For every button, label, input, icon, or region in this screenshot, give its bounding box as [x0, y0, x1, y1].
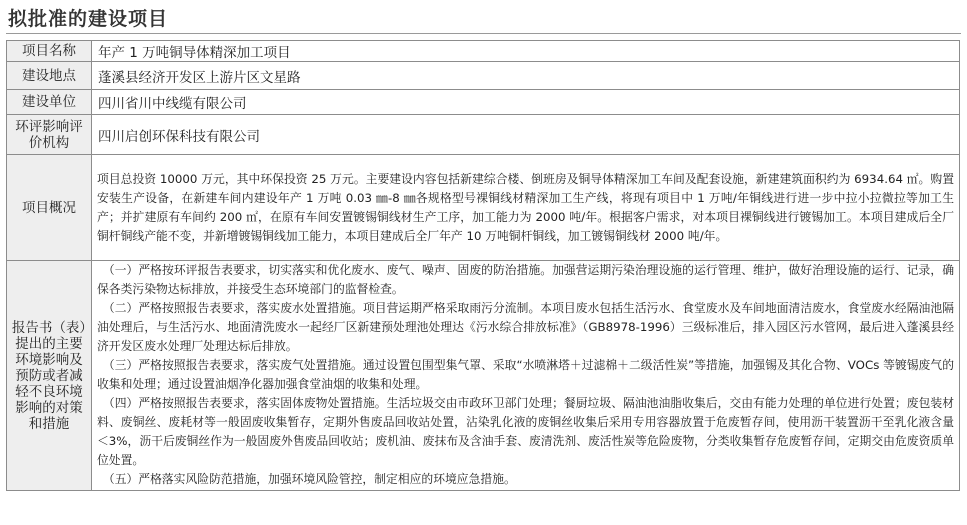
overview-value: 项目总投资 10000 万元，其中环保投资 25 万元。主要建设内容包括新建综合楼、倒班房及铜导体精深加工车间及配套设施，新建建筑面积约为 6934.64 ㎡。购置安装生产设备，在新建车间内建设年产 1 万吨 0.03 ㎜-8 ㎜各规格型号裸铜线材精深加工生产线，将现有项目中 1 万吨/年铜线进行进一步中拉小拉微拉等加工生产；并扩建原有车间约 200 ㎡，在原有车间安置镀锡铜线材生产工序，加工能力为 2000 吨/年。根据客户需求，对本项目裸铜线进行镀锡加工。本项目建成后全厂铜杆铜线产能不变，并新增镀锡铜线加工能力，本项目建成后全厂年产 10 万吨铜杆铜线，加工镀锡铜线材 2000 吨/年。 [92, 155, 960, 261]
page-title: 拟批准的建设项目 [8, 8, 169, 30]
builder-label: 建设单位 [7, 90, 92, 115]
eia-agency-value: 四川启创环保科技有限公司 [92, 115, 960, 155]
project-table [6, 40, 960, 491]
measure-item-4: （四）严格按照报告表要求，落实固体废物处置措施。生活垃圾交由市政环卫部门处理；餐厨垃圾、隔油池油脂收集后，交由有能力处理的单位进行处置；废包装材料、废铜丝、废耗材等一般固废收集暂存，定期外售废品回收站处置，沾染乳化液的废铜丝收集后采用专用容器放置于危废暂存间，使用沥干装置沥干至乳化液含量＜3%，沥干后废铜丝作为一般固废外售废品回收站；废机油、废抹布及含油手套、废清洗剂、废活性炭等危险废物，分类收集暂存危废暂存间，定期交由危废资质单位处置。 [97, 396, 954, 467]
table-row-eia-agency [7, 115, 960, 155]
project-name-value: 年产 1 万吨铜导体精深加工项目 [92, 41, 960, 62]
measure-item-3: （三）严格按照报告表要求，落实废气处置措施。通过设置包围型集气罩、采取“水喷淋塔＋过滤棉＋二级活性炭”等措施，加强锡及其化合物、VOCs 等镀锡废气的收集和处理；通过设置油烟净化器加强食堂油烟的收集和处理。 [97, 358, 954, 391]
measures-list [92, 261, 960, 491]
title-divider [6, 33, 961, 34]
location-value: 蓬溪县经济开发区上游片区文星路 [92, 62, 960, 90]
project-name-label: 项目名称 [7, 41, 92, 62]
table-row-overview [7, 155, 960, 261]
measure-item-1: （一）严格按环评报告表要求，切实落实和优化废水、废气、噪声、固废的防治措施。加强营运期污染治理设施的运行管理、维护，做好治理设施的运行、记录，确保各类污染物达标排放，并接受生态环境部门的监督检查。 [97, 263, 954, 296]
location-label: 建设地点 [7, 62, 92, 90]
table-row-measures [7, 261, 960, 491]
table-row-builder [7, 90, 960, 115]
eia-agency-label: 环评影响评价机构 [7, 115, 92, 155]
measures-label: 报告书（表）提出的主要环境影响及预防或者减轻不良环境影响的对策和措施 [7, 261, 92, 491]
measure-item-2: （二）严格按照报告表要求，落实废水处置措施。项目营运期严格采取雨污分流制。本项目废水包括生活污水、食堂废水及车间地面清洁废水，食堂废水经隔油池隔油处理后，与生活污水、地面清洗废水一起经厂区新建预处理池处理达《污水综合排放标准》（GB8978-1996）三级标准后，排入园区污水管网，最后进入蓬溪县经济开发区废水处理厂处理达标后排放。 [97, 301, 955, 353]
overview-label: 项目概况 [7, 155, 92, 261]
table-row-location [7, 62, 960, 90]
table-row-project-name [7, 41, 960, 62]
measure-item-5: （五）严格落实风险防范措施，加强环境风险管控，制定相应的环境应急措施。 [102, 472, 516, 486]
builder-value: 四川省川中线缆有限公司 [92, 90, 960, 115]
